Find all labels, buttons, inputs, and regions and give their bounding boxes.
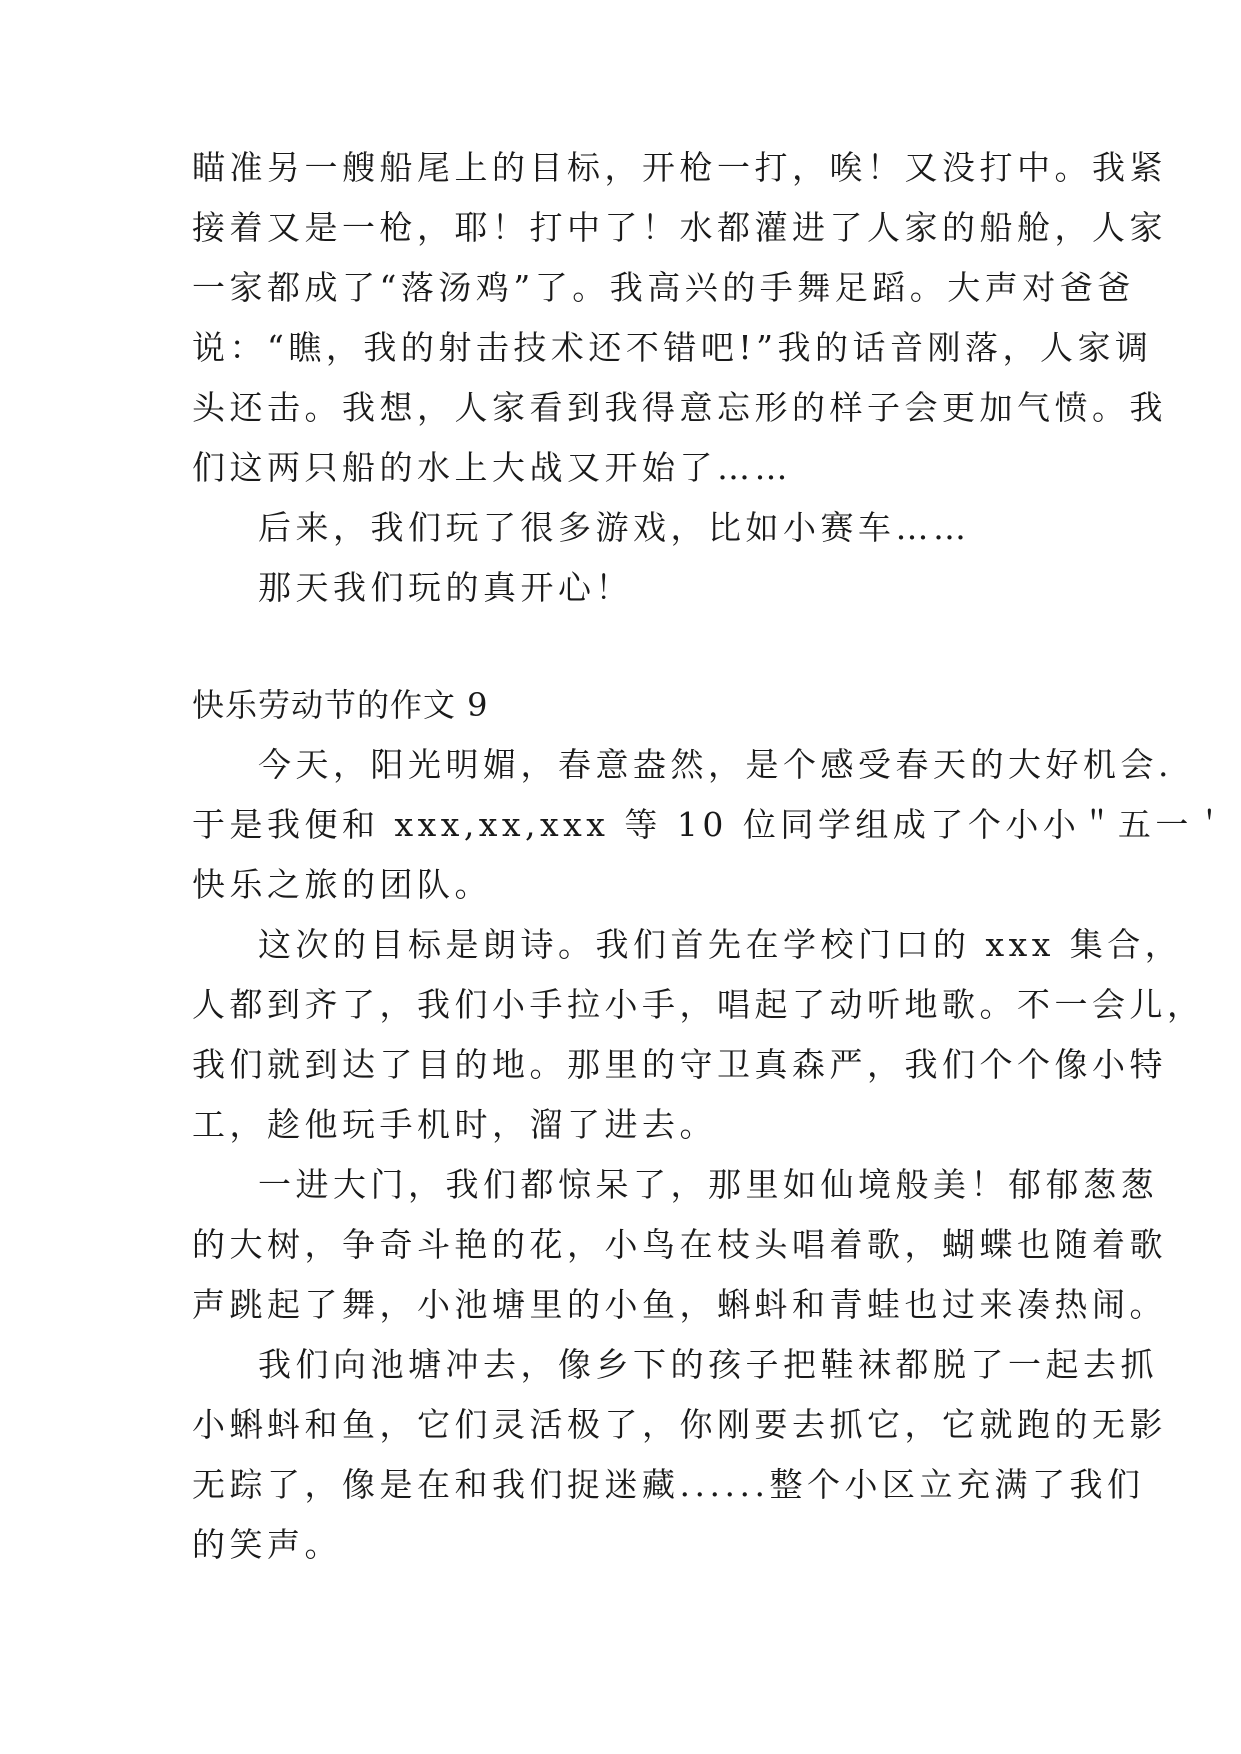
text-line: 们这两只船的水上大战又开始了…… — [192, 448, 792, 487]
text-line: 工，趁他玩手机时，溜了进去。 — [192, 1105, 717, 1144]
text-line: 的笑声。 — [192, 1525, 342, 1564]
text-line: 快乐之旅的团队。 — [192, 865, 492, 904]
text-line: 无踪了，像是在和我们捉迷藏......整个小区立充满了我们 — [192, 1465, 1145, 1504]
text-line: 于是我便和 xxx,xx,xxx 等 10 位同学组成了个小小＂五一＇ — [192, 805, 1231, 844]
text-line: 瞄准另一艘船尾上的目标，开枪一打，唉！又没打中。我紧 — [192, 148, 1167, 187]
text-line: 一家都成了“落汤鸡”了。我高兴的手舞足蹈。大声对爸爸 — [192, 268, 1135, 307]
text-line: 我们就到达了目的地。那里的守卫真森严，我们个个像小特 — [192, 1045, 1167, 1084]
text-line: 我们向池塘冲去，像乡下的孩子把鞋袜都脱了一起去抓 — [258, 1345, 1158, 1384]
text-line: 后来，我们玩了很多游戏，比如小赛车…… — [258, 508, 971, 547]
text-line: 今天，阳光明媚，春意盎然，是个感受春天的大好机会. — [258, 745, 1173, 784]
section-heading: 快乐劳动节的作文 9 — [192, 686, 489, 724]
text-line: 人都到齐了，我们小手拉小手，唱起了动听地歌。不一会儿， — [192, 985, 1205, 1024]
text-line: 声跳起了舞，小池塘里的小鱼，蝌蚪和青蛙也过来凑热闹。 — [192, 1285, 1167, 1324]
text-line: 的大树，争奇斗艳的花，小鸟在枝头唱着歌，蝴蝶也随着歌 — [192, 1225, 1167, 1264]
text-line: 这次的目标是朗诗。我们首先在学校门口的 xxx 集合， — [258, 925, 1183, 964]
text-line: 接着又是一枪，耶！打中了！水都灌进了人家的船舱，人家 — [192, 208, 1167, 247]
text-line: 那天我们玩的真开心！ — [258, 568, 633, 607]
text-line: 小蝌蚪和鱼，它们灵活极了，你刚要去抓它，它就跑的无影 — [192, 1405, 1167, 1444]
text-line: 头还击。我想，人家看到我得意忘形的样子会更加气愤。我 — [192, 388, 1167, 427]
text-line: 说：“瞧，我的射击技术还不错吧!”我的话音刚落，人家调 — [192, 328, 1153, 367]
text-line: 一进大门，我们都惊呆了，那里如仙境般美！郁郁葱葱 — [258, 1165, 1158, 1204]
